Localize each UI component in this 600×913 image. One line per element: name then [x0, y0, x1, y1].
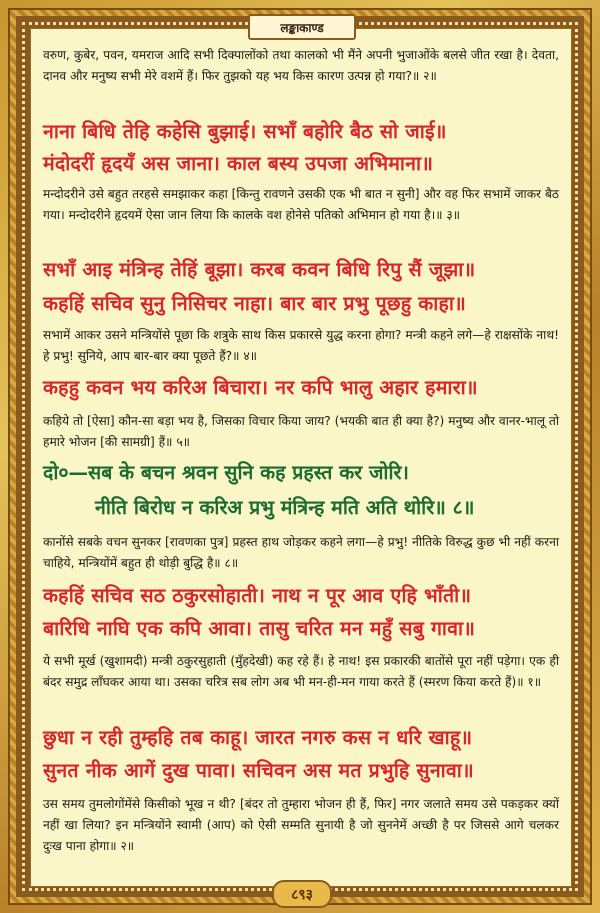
verse-line: मंदोदरीं हृदयँ अस जाना। काल बस्य उपजा अभिमाना॥: [43, 152, 434, 175]
verse-line: सुनत नीक आगें दुख पावा। सचिवन अस मत प्रभुहि सुनावा॥: [43, 759, 474, 782]
doha-line: दो०—सब के बचन श्रवन सुनि कह प्रहस्त कर जोरि।: [43, 461, 409, 484]
text-panel: [30, 28, 572, 887]
verse-line: नाना बिधि तेहि कहेसि बुझाई। सभाँ बहोरि बैठ सो जाई॥: [43, 120, 447, 143]
doha-line: नीति बिरोध न करिअ प्रभु मंत्रिन्ह मति अति थोरि॥ ८॥: [95, 496, 475, 519]
verse-line: बारिधि नाघि एक कपि आवा। तासु चरित मन महुँ सबु गावा॥: [43, 617, 476, 640]
prose-paragraph: सभामें आकर उसने मन्त्रियोंसे पूछा कि शत्रुके साथ किस प्रकारसे युद्ध करना होगा? मन्त्री कहने लगे—हे राक्षसोंके नाथ! हे प्रभु! सुनिये, आप बार-बार क्या पूछते हैं?॥ ४॥: [43, 328, 559, 363]
chapter-title: लङ्काकाण्ड: [248, 14, 356, 40]
prose-paragraph: ये सभी मूर्ख (खुशामदी) मन्त्री ठकुरसुहाती (मुँहदेखी) कह रहे हैं। हे नाथ! इस प्रकारकी बातोंसे पूरा नहीं पड़ेगा। एक ही बंदर समुद्र लाँघकर आया था। उसका चरित्र सब लोग अब भी मन-ही-मन गाया करते हैं (स्मरण किया करते हैं)॥ १॥: [43, 654, 559, 689]
verse-line: सभाँ आइ मंत्रिन्ह तेहिं बूझा। करब कवन बिधि रिपु सैं जूझा॥: [43, 258, 476, 281]
prose-paragraph: कहिये तो [ऐसा] कौन-सा बड़ा भय है, जिसका विचार किया जाय? (भयकी बात ही क्या है?) मनुष्य और वानर-भालू तो हमारे भोजन [की सामग्री] हैं॥ ५॥: [43, 414, 559, 449]
prose-paragraph: उस समय तुमलोगोंमेंसे किसीको भूख न थी? [बंदर तो तुम्हारा भोजन ही हैं, फिर] नगर जलाते समय उसे पकड़कर क्यों नहीं खा लिया? इन मन्त्रियोंने स्वामी (आप) को ऐसी सम्मति सुनायी है जो सुननेमें अच्छी है पर जिससे आगे चलकर दुःख पाना होगा॥ २॥: [43, 797, 559, 853]
verse-line: कहहिं सचिव सठ ठकुरसोहाती। नाथ न पूर आव एहि भाँती॥: [43, 584, 472, 607]
verse-line: कहहिं सचिव सुनु निसिचर नाहा। बार बार प्रभु पूछहु काहा॥: [43, 292, 466, 315]
page-number: ८९३: [272, 880, 332, 908]
prose-paragraph: वरुण, कुबेर, पवन, यमराज आदि सभी दिक्पालोंको तथा कालको भी मैंने अपनी भुजाओंके बलसे जीत रखा है। देवता, दानव और मनुष्य सभी मेरे वशमें हैं। फिर तुझको यह भय किस कारण उत्पन्न हो गया?॥ २॥: [43, 48, 559, 83]
verse-line: कहहु कवन भय करिअ बिचारा। नर कपि भालु अहार हमारा॥: [43, 376, 478, 399]
prose-paragraph: कानोंसे सबके वचन सुनकर [रावणका पुत्र] प्रहस्त हाथ जोड़कर कहने लगा—हे प्रभु! नीतिके विरुद्ध कुछ भी नहीं करना चाहिये, मन्त्रियोंमें बहुत ही थोड़ी बुद्धि है॥ ८॥: [43, 535, 559, 570]
prose-paragraph: मन्दोदरीने उसे बहुत तरहसे समझाकर कहा [किन्तु रावणने उसकी एक भी बात न सुनी] और वह फिर सभामें जाकर बैठ गया। मन्दोदरीने हृदयमें ऐसा जान लिया कि कालके वश होनेसे पतिको अभिमान हो गया है।॥ ३॥: [43, 187, 559, 222]
verse-line: छुधा न रही तुम्हहि तब काहू। जारत नगरु कस न धरि खाहू॥: [43, 726, 473, 749]
